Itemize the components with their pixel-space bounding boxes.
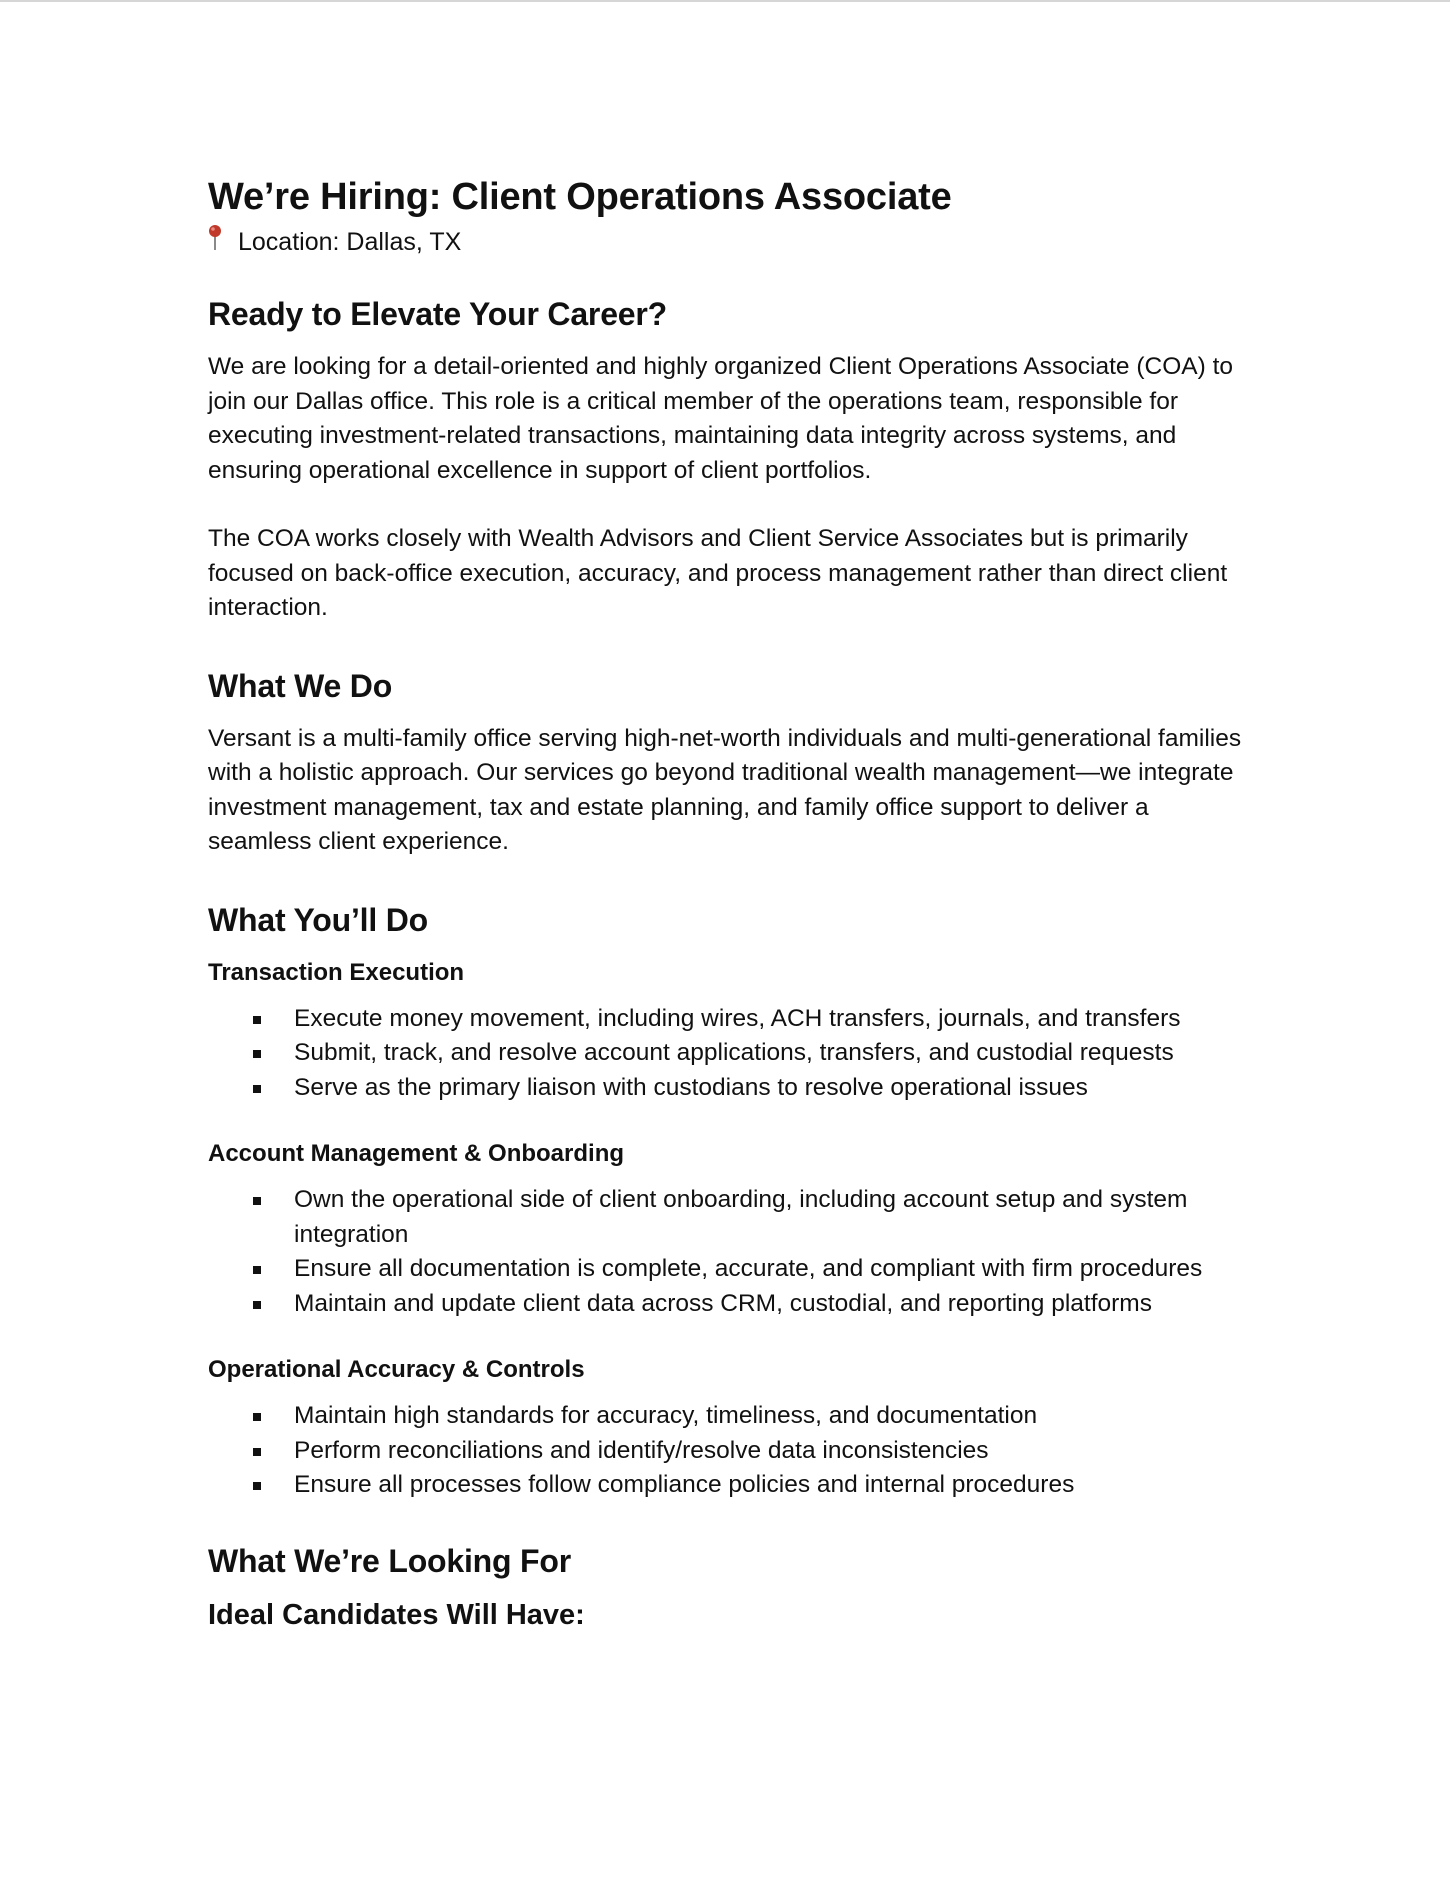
- location-line: [208, 224, 1248, 260]
- page-title: We’re Hiring: Client Operations Associate: [208, 176, 952, 218]
- bullet-marker: [253, 1301, 261, 1309]
- list-item: Execute money movement, including wires, ACH transfers, journals, and transfers: [208, 1002, 1248, 1037]
- bullet-marker: [253, 1050, 261, 1058]
- heading-what-were-looking-for: What We’re Looking For: [208, 1542, 572, 1579]
- list-item: Ensure all processes follow compliance policies and internal procedures: [208, 1468, 1248, 1503]
- paragraph-coa-focus: The COA works closely with Wealth Advisors and Client Service Associates but is primarily focused on back-office execution, accuracy, and process management rather than direct client interaction.: [208, 525, 1228, 621]
- list-item: Ensure all documentation is complete, accurate, and compliant with firm procedures: [208, 1252, 1248, 1287]
- bullet-marker: [253, 1413, 261, 1421]
- subheading-transaction-execution: Transaction Execution: [208, 958, 465, 986]
- list-item: Maintain and update client data across CRM, custodial, and reporting platforms: [208, 1287, 1248, 1322]
- list-account-management: [208, 1183, 1248, 1321]
- list-item: Maintain high standards for accuracy, timeliness, and documentation: [208, 1399, 1248, 1434]
- page-top-border: [0, 0, 1450, 2]
- bullet-marker: [253, 1448, 261, 1456]
- list-item: Perform reconciliations and identify/resolve data inconsistencies: [208, 1434, 1248, 1469]
- subheading-operational-accuracy: Operational Accuracy & Controls: [208, 1356, 585, 1383]
- heading-ready-to-elevate: Ready to Elevate Your Career?: [208, 296, 667, 332]
- bullet-marker: [253, 1266, 261, 1274]
- location-text: Location: Dallas, TX: [238, 228, 462, 256]
- paragraph-company-description: Versant is a multi-family office serving high-net-worth individuals and multi-generational families with a holistic approach. Our services go beyond traditional wealth management—we integrate investment management, tax and estate planning, and family office support to deliver a seamless client experience.: [208, 724, 1242, 855]
- document-page: [208, 170, 1248, 1635]
- list-item: Own the operational side of client onboarding, including account setup and system integration: [208, 1183, 1248, 1252]
- bullet-marker: [253, 1016, 261, 1024]
- pushpin-icon: [208, 224, 222, 252]
- list-item: Serve as the primary liaison with custodians to resolve operational issues: [208, 1071, 1248, 1106]
- list-operational-accuracy: [208, 1399, 1248, 1503]
- bullet-marker: [253, 1085, 261, 1093]
- bullet-marker: [253, 1197, 261, 1205]
- subheading-account-management: Account Management & Onboarding: [208, 1140, 625, 1167]
- list-transaction-execution: [208, 1002, 1248, 1106]
- heading-what-youll-do: What You’ll Do: [208, 901, 428, 938]
- list-item: Submit, track, and resolve account applications, transfers, and custodial requests: [208, 1036, 1248, 1071]
- heading-what-we-do: What We Do: [208, 667, 393, 704]
- paragraph-role-description: We are looking for a detail-oriented and highly organized Client Operations Associate (COA) to join our Dallas office. This role is a critical member of the operations team, responsible for executing investment-related transactions, maintaining data integrity across systems, and ensuring operational excellence in support of client portfolios.: [208, 353, 1234, 484]
- subheading-ideal-candidates: Ideal Candidates Will Have:: [208, 1598, 585, 1631]
- bullet-marker: [253, 1482, 261, 1490]
